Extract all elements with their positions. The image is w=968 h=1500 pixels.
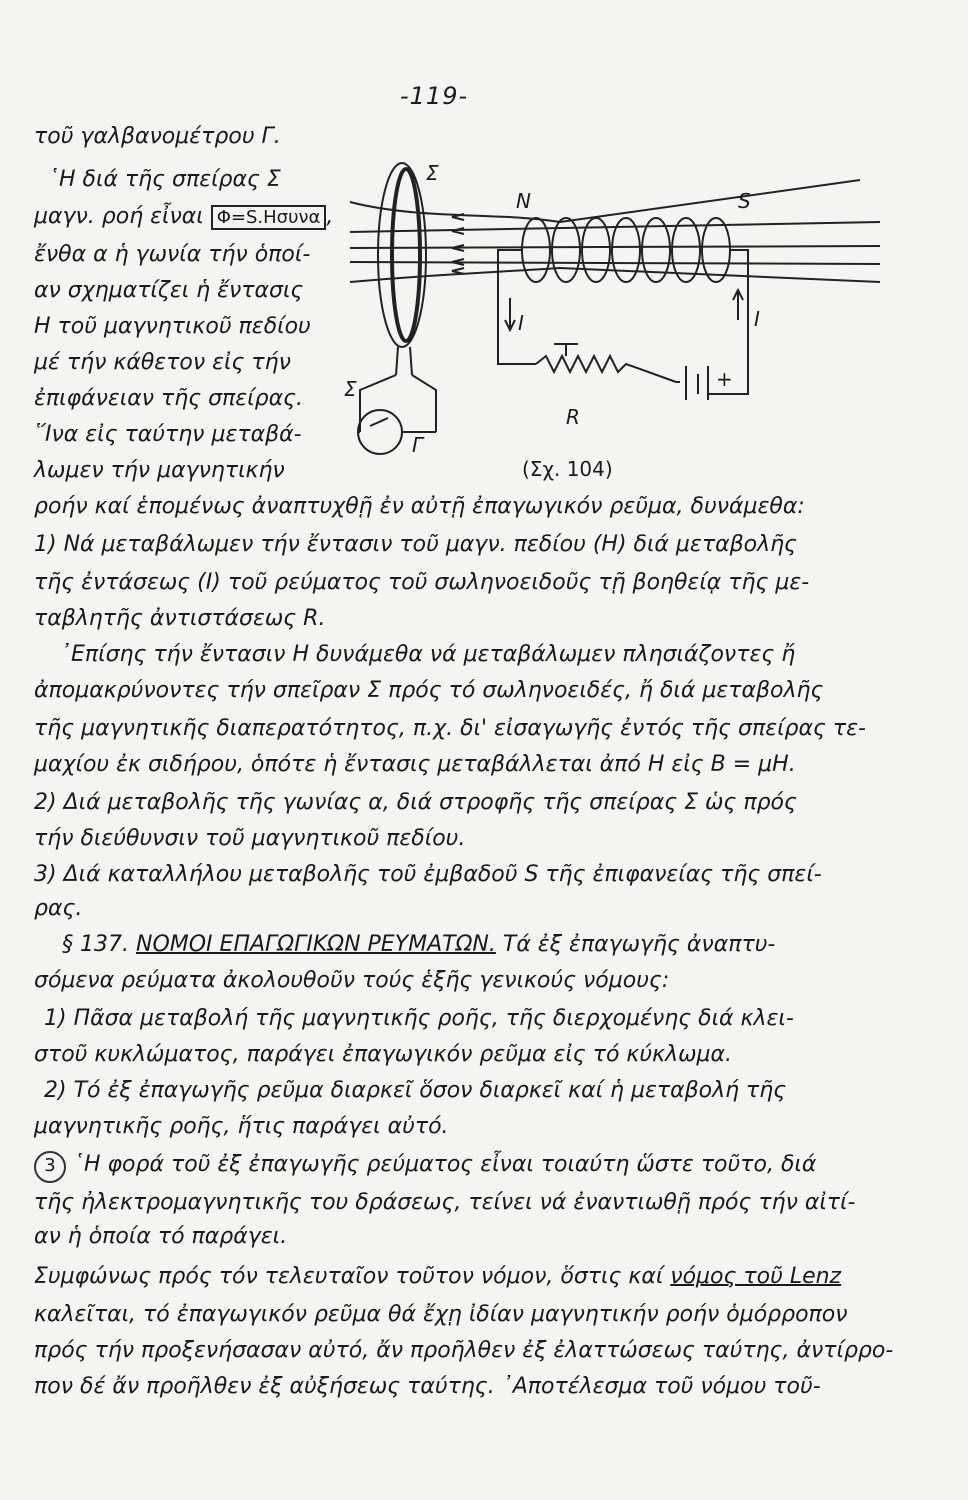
law-3-line [34,1150,816,1183]
lenz-before: Συμφώνως πρός τόν τελευταῖον τοῦτον νόμον, ὅστις καί [34,1264,664,1289]
text-line: καλεῖται, τό ἐπαγωγικόν ρεῦμα θά ἔχῃ ἰδίαν μαγνητικήν ροήν ὁμόρροπον [34,1302,848,1327]
text-line: τῆς ἠλεκτρομαγνητικῆς του δράσεως, τείνει νά ἐναντιωθῇ πρός τήν αἰτί- [34,1190,856,1215]
text-line: ῾Η διά τῆς σπείρας Σ [48,167,281,192]
text-line: μαχίου ἐκ σιδήρου, ὁπότε ἡ ἔντασις μεταβάλλεται ἀπό Η εἰς Β = μΗ. [34,752,796,777]
text-line: 2) Τό ἐξ ἐπαγωγῆς ρεῦμα διαρκεῖ ὅσον διαρκεῖ καί ἡ μεταβολή τῆς [44,1078,787,1103]
page-number: -119- [400,82,469,110]
coil-loop-rim [392,169,420,341]
resistor-slider [554,344,578,356]
figure-caption: (Σχ. 104) [522,457,613,481]
text-line: 3) Διά καταλλήλου μεταβολῆς τοῦ ἐμβαδοῦ S τῆς ἐπιφανείας τῆς σπεί- [34,862,822,887]
label-north: N [516,189,531,213]
text-line: τήν διεύθυνσιν τοῦ μαγνητικοῦ πεδίου. [34,826,466,851]
text-line: αν σχηματίζει ἡ ἔντασις [34,278,304,303]
text-line: ᾿Επίσης τήν ἔντασιν Η δυνάμεθα νά μεταβάλωμεν πλησιάζοντες ἤ [60,642,796,667]
label-sigma-top: Σ [426,161,439,185]
field-arrows [452,214,464,274]
resistor [536,356,676,382]
label-south: S [738,189,751,213]
flux-formula: Φ=S.Hσυνα [211,205,327,230]
current-arrow-up [733,290,743,320]
text-line: ἀπομακρύνοντες τήν σπεῖραν Σ πρός τό σωληνοειδές, ἤ διά μεταβολῆς [34,678,824,703]
galvanometer-needle [358,418,436,432]
galvanometer-wire [360,375,436,432]
flux-suffix: , [326,204,334,229]
text-line: ροήν καί ἑπομένως ἀναπτυχθῇ ἐν αὐτῇ ἐπαγωγικόν ρεῦμα, δυνάμεθα: [34,494,805,519]
current-arrow-down [505,298,515,330]
circuit-left-wire [498,250,536,364]
text-line: πρός τήν προξενήσασαν αὐτό, ἄν προῆλθεν ἐξ ἐλαττώσεως ταύτης, ἀντίρρο- [34,1338,894,1363]
section-heading [62,930,775,960]
text-line: στοῦ κυκλώματος, παράγει ἐπαγωγικόν ρεῦμα εἰς τό κύκλωμα. [34,1042,733,1067]
field-line [350,262,880,264]
text-line: ῞Ινα εἰς ταύτην μεταβά- [34,422,302,447]
loop-stem [396,347,412,375]
text-line: σόμενα ρεύματα ἀκολουθοῦν τούς ἑξῆς γενικούς νόμους: [34,968,670,993]
flux-prefix: μαγν. ροή εἶναι [34,204,204,229]
text-line: 1) Νά μεταβάλωμεν τήν ἔντασιν τοῦ μαγν. πεδίου (Η) διά μεταβολῆς [34,532,797,557]
flux-line [34,202,333,233]
label-current-left: I [518,311,524,335]
text-line: μέ τήν κάθετον εἰς τήν [34,350,291,375]
text-line: ταβλητῆς ἀντιστάσεως R. [34,606,326,631]
text-line: μαγνητικῆς ροῆς, ἥτις παράγει αὐτό. [34,1114,449,1139]
section-title: ΝΟΜΟΙ ΕΠΑΓΩΓΙΚΩΝ ΡΕΥΜΑΤΩΝ. [135,932,496,957]
text-line: πον δέ ἄν προῆλθεν ἐξ αὐξήσεως ταύτης. ᾿Αποτέλεσμα τοῦ νόμου τοῦ- [34,1374,821,1399]
text-line: τῆς ἐντάσεως (Ι) τοῦ ρεύματος τοῦ σωληνοειδοῦς τῇ βοηθείᾳ τῆς με- [34,570,810,595]
text-line: τοῦ γαλβανομέτρου Γ. [34,124,281,149]
label-resistor: R [566,405,580,429]
label-current-right: I [754,307,760,331]
lenz-line [34,1262,841,1292]
section-rest: Τά ἐξ ἐπαγωγῆς ἀναπτυ- [502,932,776,957]
text-line: 2) Διά μεταβολῆς τῆς γωνίας α, διά στροφῆς τῆς σπείρας Σ ὡς πρός [34,790,797,815]
text-line: 1) Πᾶσα μεταβολή τῆς μαγνητικῆς ροῆς, τῆς διερχομένης διά κλει- [44,1006,794,1031]
text-line: λωμεν τήν μαγνητικήν [34,458,285,483]
battery [676,366,712,400]
galvanometer-dial [358,410,402,454]
text-line: τῆς μαγνητικῆς διαπερατότητος, π.χ. δι' εἰσαγωγῆς ἐντός τῆς σπείρας τε- [34,716,866,741]
text-line: Η τοῦ μαγνητικοῦ πεδίου [34,314,311,339]
law-3-number: 3 [34,1151,66,1183]
label-sigma-loop: Σ [344,377,357,401]
law-3-text: ῾Η φορά τοῦ ἐξ ἐπαγωγῆς ρεύματος εἶναι τοιαύτη ὥστε τοῦτο, διά [73,1152,817,1177]
field-line [350,246,880,248]
label-galvanometer: Γ [412,433,424,457]
text-line: αν ἡ ὁποία τό παράγει. [34,1224,288,1249]
section-number: § 137. [62,932,129,957]
label-plus: + [716,367,733,391]
text-line: ἔνθα α ἡ γωνία τήν ὁποί- [34,242,311,267]
solenoid-figure [340,150,880,490]
field-line [350,180,860,222]
text-line: ἐπιφάνειαν τῆς σπείρας. [34,386,303,411]
lenz-law: νόμος τοῦ Lenz [670,1264,842,1289]
text-line: ρας. [34,896,83,921]
